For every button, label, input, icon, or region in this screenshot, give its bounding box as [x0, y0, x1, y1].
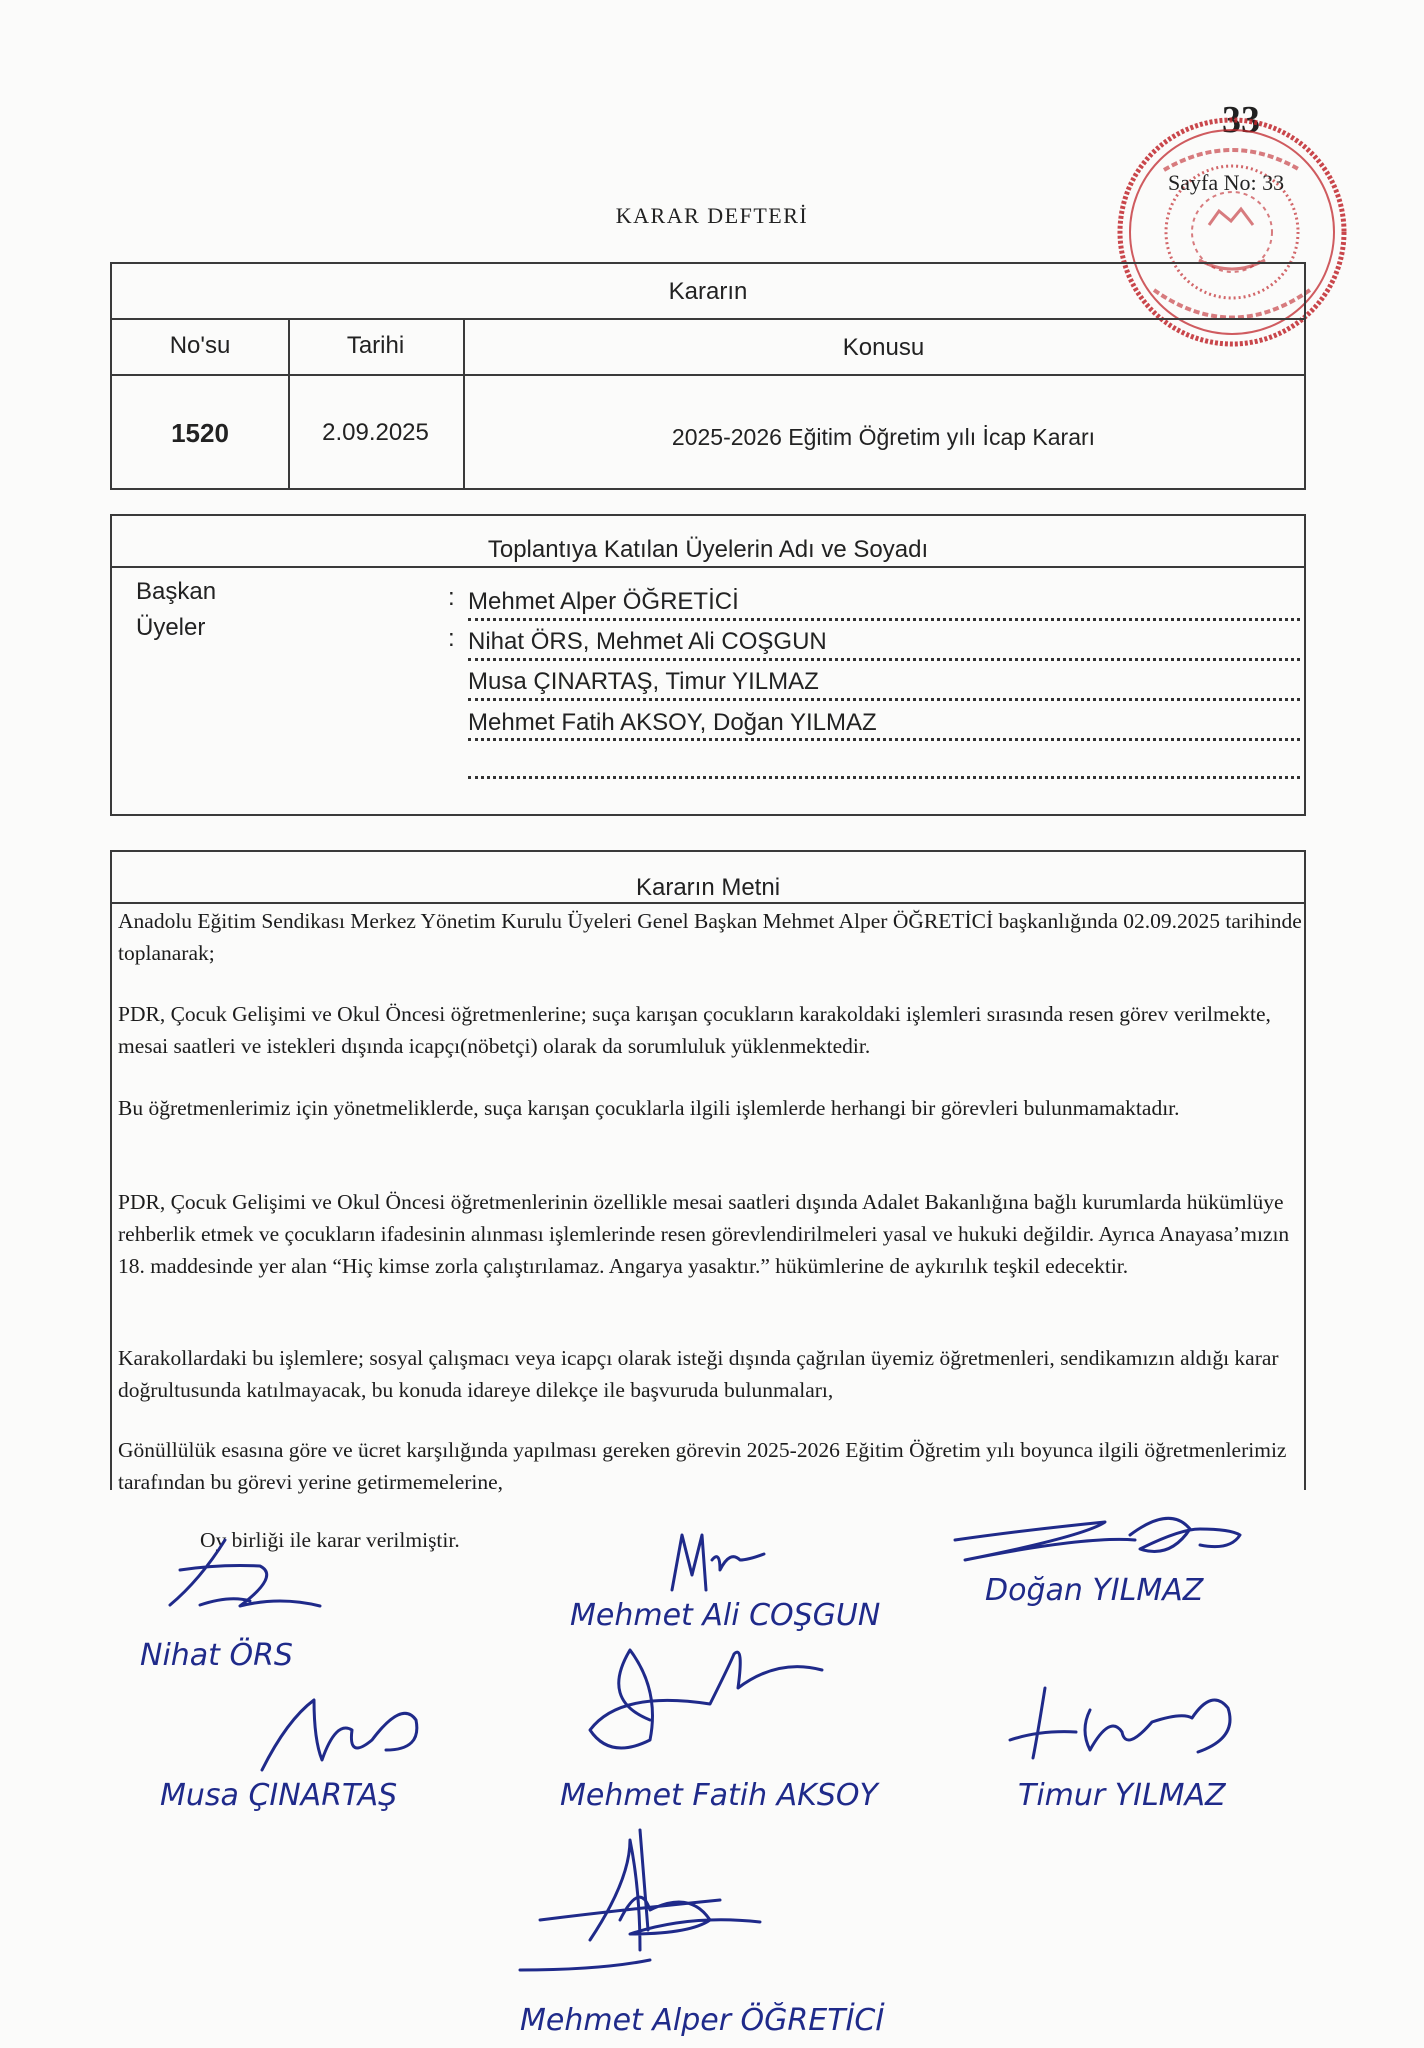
signature-name-mehmet-alper-ogretici: Mehmet Alper ÖĞRETİCİ [520, 2003, 885, 2038]
member-line-1: Nihat ÖRS, Mehmet Ali COŞGUN [468, 628, 827, 655]
signature-name-musa-cinartas: Musa ÇINARTAŞ [160, 1778, 398, 1813]
members-colon: : [448, 625, 455, 652]
column-subject: Konusu [842, 334, 925, 361]
attendees-header: Toplantıya Katılan Üyelerin Adı ve Soyadı [487, 536, 929, 563]
chair-label: Başkan [136, 578, 217, 605]
signature-nihat-ors [170, 1540, 320, 1606]
decision-paragraph-5: Karakollardaki bu işlemlere; sosyal çalışmacı veya icapçı olarak isteği dışında çağrılan üyemiz öğretmenleri, sendikamızın aldığı karar doğrultusunda katılmayacak, bu konuda idareye dilekçe ile başvuruda bulunmaları, [118, 1346, 1279, 1402]
signature-mehmet-fatih-aksoy [590, 1650, 822, 1748]
decision-paragraph-7: Oy birliği ile karar verilmiştir. [200, 1528, 460, 1552]
signature-mehmet-ali-cosgun [672, 1535, 764, 1590]
decision-table-header: Kararın [668, 278, 748, 305]
signature-name-nihat-ors: Nihat ÖRS [140, 1638, 293, 1673]
signature-mehmet-alper-ogretici [520, 1830, 760, 1970]
signature-name-dogan-yilmaz: Doğan YILMAZ [985, 1573, 1204, 1608]
members-label: Üyeler [136, 614, 206, 641]
decision-paragraph-4: PDR, Çocuk Gelişimi ve Okul Öncesi öğretmenlerinin özellikle mesai saatleri dışında Adalet Bakanlığına bağlı kurumlarda hükümlüye rehberlik etmek ve çocukların ifadesinin alınması işlemlerinde resen görevlendirilmeleri yasal ve hukuki değildir. Ayrıca Anayasa’mızın 18. maddesinde yer alan “Hiç kimse zorla çalıştırılamaz. Angarya yasaktır.” hükümlerine de aykırılık teşkil edecektir. [118, 1190, 1290, 1278]
page-number: 33 [1222, 99, 1260, 141]
signature-dogan-yilmaz [955, 1518, 1240, 1560]
chair-colon: : [448, 584, 455, 611]
signature-timur-yilmaz [1010, 1688, 1230, 1758]
chair-name: Mehmet Alper ÖĞRETİCİ [468, 588, 739, 615]
decision-paragraph-3: Bu öğretmenlerimiz için yönetmeliklerde, suça karışan çocuklarla ilgili işlemlerde herhangi bir görevleri bulunmamaktadır. [118, 1096, 1180, 1120]
column-no: No'su [169, 332, 231, 359]
signature-name-mehmet-fatih-aksoy: Mehmet Fatih AKSOY [560, 1778, 878, 1813]
signatures-area [0, 1500, 1424, 2048]
decision-paragraph-2: PDR, Çocuk Gelişimi ve Okul Öncesi öğretmenlerine; suça karışan çocukların karakoldaki işlemleri sırasında resen görev verilmekte, mesai saatleri ve istekleri dışında icapçı(nöbetçi) olarak da sorumluluk yüklenmektedir. [118, 1002, 1271, 1058]
decision-paragraph-6: Gönüllülük esasına göre ve ücret karşılığında yapılması gereken görevin 2025-2026 Eğitim Öğretim yılı boyunca ilgili öğretmenlerimiz tarafından bu görevi yerine getirmemelerine, [118, 1438, 1287, 1494]
stamp-page-label: Sayfa No: 33 [1168, 170, 1285, 195]
decision-number: 1520 [171, 418, 229, 448]
decision-table [110, 262, 1306, 490]
signature-musa-cinartas [262, 1700, 417, 1770]
decision-subject: 2025-2026 Eğitim Öğretim yılı İcap Kararı [671, 424, 1096, 450]
signature-name-timur-yilmaz: Timur YILMAZ [1018, 1778, 1226, 1813]
decision-date: 2.09.2025 [322, 419, 429, 446]
decision-paragraph-1: Anadolu Eğitim Sendikası Merkez Yönetim Kurulu Üyeleri Genel Başkan Mehmet Alper ÖĞRETİCİ başkanlığında 02.09.2025 tarihinde toplanarak; [118, 909, 1302, 965]
column-date: Tarihi [346, 332, 405, 359]
document-title: KARAR DEFTERİ [615, 203, 809, 228]
member-line-2: Musa ÇINARTAŞ, Timur YILMAZ [468, 668, 819, 695]
decision-text-header: Kararın Metni [635, 874, 781, 901]
signature-name-mehmet-ali-cosgun: Mehmet Ali COŞGUN [570, 1598, 881, 1633]
attendees-table [110, 514, 1306, 816]
member-line-3: Mehmet Fatih AKSOY, Doğan YILMAZ [468, 709, 877, 736]
